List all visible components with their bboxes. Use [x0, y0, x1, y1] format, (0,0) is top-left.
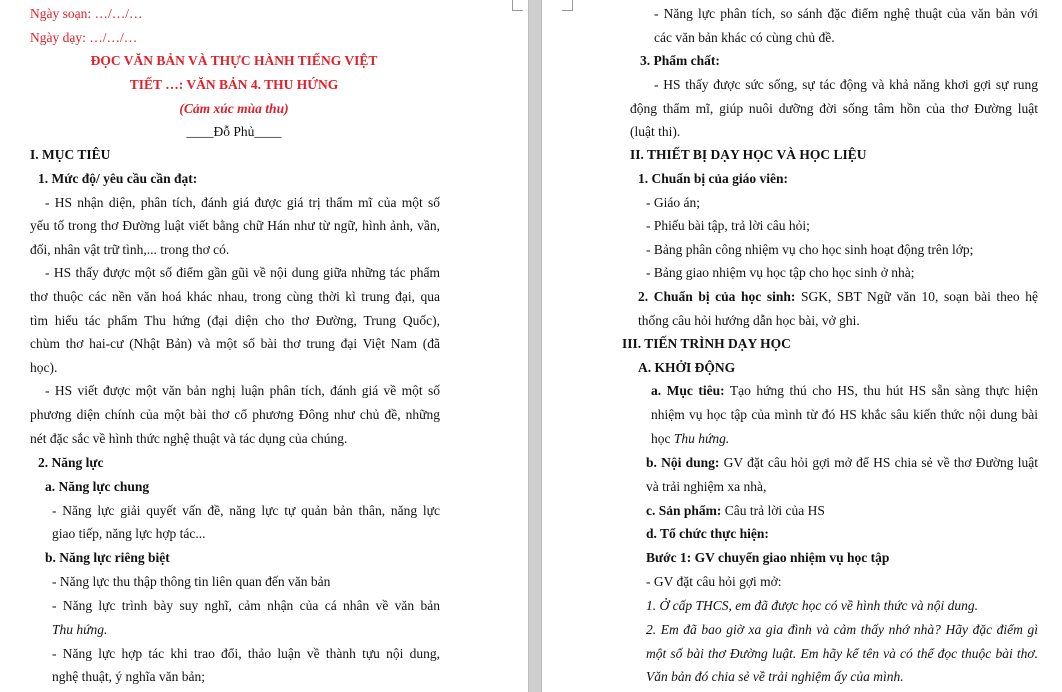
right-page-line-22: d. Tổ chức thực hiện: — [646, 526, 769, 541]
right-page-line-12-text: SGK, SBT Ngữ văn 10, soạn bài theo hệ — [795, 289, 1038, 304]
left-page-line-15: học). — [30, 360, 58, 375]
left-page-line-17: phương diện chính của một bài thơ cổ phương Đông như chủ đề, những — [30, 407, 440, 422]
document-page-right — [542, 0, 1062, 692]
right-page-line-12 — [638, 289, 1038, 305]
right-page-line-0: - Năng lực phân tích, so sánh đặc điểm nghệ thuật của văn bản với — [654, 6, 1038, 21]
right-page-line-12-label: 2. Chuẩn bị của học sinh: — [638, 289, 796, 304]
right-page-line-16-text: Tạo hứng thú cho HS, thu hút HS sẵn sàng thực hiện — [724, 383, 1038, 398]
right-page-line-16 — [651, 383, 1038, 399]
left-page-line-26: Thu hứng. — [52, 622, 108, 637]
right-page-line-6: II. THIẾT BỊ DẠY HỌC VÀ HỌC LIỆU — [630, 147, 867, 162]
right-page-line-21-text: Câu trả lời của HS — [721, 503, 825, 518]
right-page-line-19-label: b. Nội dung: — [646, 455, 720, 470]
right-page-line-7: 1. Chuẩn bị của giáo viên: — [638, 171, 789, 186]
right-page-line-10: - Bảng phân công nhiệm vụ cho học sinh hoạt động trên lớp; — [646, 242, 974, 257]
left-page-line-6: I. MỤC TIÊU — [30, 147, 111, 162]
left-page-line-18: nét đặc sắc về hình thức nghệ thuật và tác dụng của chúng. — [30, 431, 348, 446]
right-page-line-18-title: Thu hứng. — [673, 431, 730, 446]
left-page-line-27: - Năng lực hợp tác khi trao đổi, thảo luận về thành tựu nội dung, — [52, 646, 440, 661]
right-page-line-9: - Phiếu bài tập, trả lời câu hỏi; — [646, 218, 810, 233]
margin-corner-mark-left — [512, 0, 523, 11]
left-page-line-10: đối, nhân vật trữ tình,... trong thơ có. — [30, 242, 230, 257]
page-gutter — [528, 0, 542, 692]
right-page-line-28: Văn bản đó chia sẻ về trải nghiệm ấy của mình. — [646, 669, 904, 684]
right-page-line-16-label: a. Mục tiêu: — [651, 383, 725, 398]
right-page-line-1: các văn bản khác có cùng chủ đề. — [654, 30, 835, 45]
right-page-line-5: (luật thi). — [630, 124, 681, 139]
right-page-line-26: 2. Em đã bao giờ xa gia đình và cảm thấy nhớ nhà? Hãy đặc điểm gì — [646, 622, 1038, 637]
left-page-line-8: - HS nhận diện, phân tích, đánh giá được giá trị thẩm mĩ của một số — [45, 195, 440, 210]
right-page-line-13: thống câu hỏi hướng dẫn học bài, vở ghi. — [638, 313, 860, 328]
right-page-line-3: - HS thấy được sức sống, sự tác động và khả năng khơi gợi sự rung — [654, 77, 1038, 92]
left-page-line-22: giao tiếp, năng lực hợp tác... — [52, 526, 206, 541]
right-page-line-27: một số bài thơ Đường luật. Em hãy kể tên và có thể đọc thuộc bài thơ. — [646, 646, 1038, 661]
right-page-line-21-label: c. Sản phẩm: — [646, 503, 722, 518]
right-page-line-14: III. TIẾN TRÌNH DẠY HỌC — [622, 336, 791, 351]
left-page-line-7: 1. Mức độ/ yêu cầu cần đạt: — [38, 171, 198, 186]
right-page-line-8: - Giáo án; — [646, 195, 700, 210]
left-page-line-11: - HS thấy được một số điểm gần gũi về nội dung giữa những tác phẩm — [45, 265, 440, 280]
right-page-line-18 — [651, 431, 729, 447]
left-page-line-14: chùm thơ hai-cư (Nhật Bản) và một số bài thơ trung đại Việt Nam (đã — [30, 336, 440, 351]
left-page-line-25: - Năng lực trình bày suy nghĩ, cảm nhận của cá nhân về văn bản — [52, 598, 440, 613]
left-page-line-20: a. Năng lực chung — [45, 479, 150, 494]
right-page-line-11: - Bảng giao nhiệm vụ học tập cho học sinh ở nhà; — [646, 265, 915, 280]
left-page-line-4: (Cảm xúc mùa thu) — [179, 101, 289, 116]
right-page-line-19 — [646, 455, 1038, 471]
right-page-line-25: 1. Ở cấp THCS, em đã được học có về hình thức và nội dung. — [646, 598, 978, 613]
left-page-line-28: nghệ thuật, ý nghĩa văn bản; — [52, 669, 205, 684]
left-page-line-0: Ngày soạn: …/…/… — [30, 6, 143, 21]
right-page-line-21 — [646, 503, 825, 519]
left-page-line-16: - HS viết được một văn bản nghị luận phân tích, đánh giá về một số — [45, 383, 440, 398]
right-page-line-23: Bước 1: GV chuyển giao nhiệm vụ học tập — [646, 550, 890, 565]
left-page-line-23: b. Năng lực riêng biệt — [45, 550, 170, 565]
right-page-line-18-text: học — [651, 431, 674, 446]
left-page-line-19: 2. Năng lực — [38, 455, 104, 470]
margin-corner-mark-right — [562, 0, 573, 11]
left-page-line-9: yếu tố trong thơ Đường luật viết bằng chữ Hán như từ ngữ, hình ảnh, vần, — [30, 218, 440, 233]
left-page-line-12: thơ thuộc các nền văn hoá khác nhau, trong cùng thời kì trung đại, qua — [30, 289, 440, 304]
left-page-line-21: - Năng lực giải quyết vấn đề, năng lực tự quản bản thân, năng lực — [52, 503, 440, 518]
right-page-line-24: - GV đặt câu hỏi gợi mở: — [646, 574, 782, 589]
left-page-line-13: tìm hiểu tác phẩm Thu hứng (đại diện cho thơ Đường, Trung Quốc), — [30, 313, 440, 328]
left-page-line-2: ĐỌC VĂN BẢN VÀ THỰC HÀNH TIẾNG VIỆT — [90, 53, 378, 68]
right-page-line-4: động thẩm mĩ, giúp nuôi dưỡng đời sống tâm hồn của thơ Đường luật — [630, 101, 1038, 116]
right-page-line-15: A. KHỞI ĐỘNG — [638, 360, 736, 375]
left-page-line-24: - Năng lực thu thập thông tin liên quan đến văn bản — [52, 574, 331, 589]
left-page-line-1: Ngày dạy: …/…/… — [30, 30, 138, 45]
right-page-line-17: nhiệm vụ học tập của mình từ đó HS khắc sâu kiến thức nội dung bài — [651, 407, 1038, 422]
right-page-line-2: 3. Phẩm chất: — [640, 53, 720, 68]
left-page-line-5: ____Đỗ Phủ____ — [186, 124, 282, 139]
document-page-left — [0, 0, 528, 692]
right-page-line-20: và trải nghiệm xa nhà, — [646, 479, 767, 494]
right-page-line-19-text: GV đặt câu hỏi gợi mở để HS chia sẻ về thơ Đường luật — [719, 455, 1038, 470]
left-page-line-3: TIẾT …: VĂN BẢN 4. THU HỨNG — [129, 77, 339, 92]
